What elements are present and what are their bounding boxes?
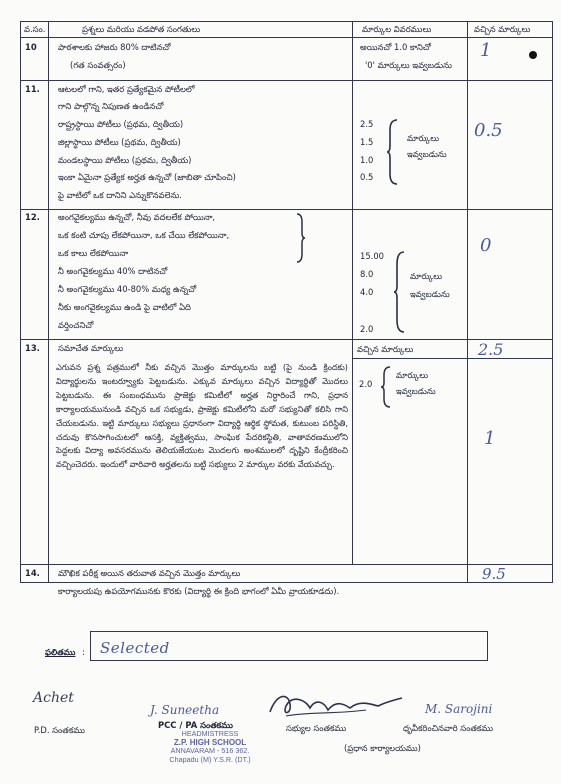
row-13-number: 13.	[25, 343, 40, 353]
ink-dot-mark	[529, 51, 537, 59]
pcc-signature-label: PCC / PA సంతకము	[158, 720, 233, 730]
office-note: కార్యాలయపు ఉపయోగమునకు కొరకు (విద్యార్థి ఈ క్రింది భాగంలో ఏమీ వ్రాయకూడదు).	[58, 586, 340, 596]
row-11-line: ఇంకా ఏమైనా ప్రత్యేక అర్హత ఉన్నచో (జాబితా చూపించి)	[58, 172, 236, 182]
row-11-mark: 1.0	[360, 155, 374, 165]
member-signature-scrawl	[266, 686, 406, 720]
row-10-number: 10	[25, 42, 37, 52]
stamp-line: Chapadu (M) Y.S.R. (DT.)	[169, 754, 251, 764]
row-12-line: నీ అంగవైకల్యము 40% దాటినచో	[58, 266, 168, 276]
header-marks-obtained: వచ్చిన మార్కులు	[474, 24, 531, 34]
row-11-line: పై వాటిలో ఒక దానిని ఎన్నుకొనవలెను.	[58, 190, 182, 200]
row-12-mark: 2.0	[360, 324, 374, 334]
row-10-line: పాఠశాలకు హాజరు 80% దాటినచో	[58, 42, 171, 52]
row-13-title-obtained: 2.5	[478, 340, 504, 359]
stamp-line: Z.P. HIGH SCHOOL	[173, 737, 247, 747]
curly-brace-icon	[393, 250, 407, 334]
result-value: Selected	[100, 639, 170, 657]
header-sno: వ.సం.	[24, 24, 46, 34]
row-12-number: 12.	[25, 212, 40, 222]
row-14-number: 14.	[25, 568, 40, 578]
row-11-line: జిల్లాస్థాయి పోటీలు (ప్రథమ, ద్వితీయ)	[58, 137, 181, 147]
curly-brace-icon	[296, 212, 306, 264]
head-office-label: (ప్రధాన కార్యాలయము)	[344, 743, 421, 753]
row-13-title-right: వచ్చిన మార్కులు	[357, 344, 414, 354]
stamp-line: HEADMISTRESS	[181, 729, 239, 738]
pd-signature-label: P.D. సంతకము	[34, 725, 85, 735]
row-12-line: ఒక కాలు లేకపోయినా	[58, 248, 129, 258]
member-signature-label: సభ్యుల సంతకము	[286, 723, 347, 733]
row-13-mark: 2.0	[359, 379, 373, 389]
row-11-mark: 1.5	[360, 137, 374, 147]
row-12-line: అంగవైకల్యము ఉన్నచో, నీవు వదలలేక పోయినా,	[58, 212, 216, 222]
row-13-marks-label: మార్కులు	[396, 370, 429, 380]
headmistress-stamp	[162, 730, 258, 764]
verifier-signature-label: ధృవీకరించినవారి సంతకము	[403, 723, 494, 733]
row-14-obtained: 9.5	[482, 565, 506, 583]
row-11-line: గాని పాల్గొన్న నిపుణత ఉండినచో	[58, 101, 164, 111]
row-11-mark: 0.5	[360, 172, 374, 182]
row-13-marks-label: ఇవ్వబడును	[396, 386, 436, 396]
colon-separator: :	[82, 647, 85, 657]
header-question: ప్రశ్నలు మరియు వడపోత సంగతులు	[82, 24, 201, 34]
header-marks-details: మార్కుల వివరములు	[362, 24, 432, 34]
row-12-obtained: 0	[480, 235, 492, 256]
row-11-obtained: 0.5	[474, 120, 503, 141]
row-11-mark: 2.5	[360, 119, 374, 129]
row-12-mark: 15.00	[360, 251, 384, 261]
row-12-mark: 4.0	[360, 287, 374, 297]
row-11-line: ఆటలలో గాని, ఇతర ప్రత్యేకమైన పోటీలలో	[58, 84, 195, 94]
curly-brace-icon	[380, 365, 392, 409]
row-12-marks-label: మార్కులు	[410, 271, 443, 281]
row-12-line: నీకు అంగవైకల్యము ఉండి పై వాటిలో ఏది	[58, 302, 191, 312]
row-13-obtained: 1	[484, 428, 496, 449]
verifier-signature: M. Sarojini	[425, 702, 493, 716]
row-13-paragraph: ఎగువన ప్రశ్న పత్రములో నీకు వచ్చిన మొత్తం మార్కులను బట్టి (పై నుండి క్రిందకు) విద్యార్థులను ఇంటర్వ్యూకు పెట్టబడును. ఎక్కువ మార్కులు వచ్చిన విద్యార్థితో మొదలు పెట్టబడును. ఈ సంబంధమును ప్రాజెక్టు కమిటీలో అర్హత నిర్ధారించే గాని, ప్రధాన కార్యాలయమునుండి వచ్చిన ఒక సభ్యుడు, ప్రాజెక్టు కమిటీలోని మరో సభ్యునితో కలిసి గాని చేయబడును. ఇట్టి మార్కులు సభ్యులు ప్రధానంగా విద్యార్థి ఆర్థిక స్థోమత, కుటుంబ పరిస్థితి, చదువు కొనసాగించుటలో ఆసక్తి, వ్యక్తిత్వము, సాంఘిక పేదరికస్థితి, వాతావరణములోని పెద్దలకు విద్యా అవసరమును తెలియజేయుట మొదలగు అంశములలో దృష్టిని కేంద్రీకరించి వచ్చించెదరు. ఇందులో వారివారి అర్హతలను బట్టి సభ్యులు 2 మార్కుల వరకు వేయవచ్చు.	[56, 362, 348, 470]
row-13-title: సమాచేత మార్కులు	[58, 343, 124, 353]
row-10-obtained: 1	[480, 40, 492, 61]
row-12-line: వర్తించనిచో	[58, 320, 94, 330]
result-label: ఫలితము	[45, 647, 76, 657]
row-14-line: మౌఖిక పరీక్ష అయిన తరువాత వచ్చిన మొత్తం మార్కులు	[58, 568, 241, 578]
row-10-detail: అయినచో 1.0 కానిచో	[360, 42, 431, 52]
row-12-line: ఒక కంటి చూపు లేకపోయినా, ఒక చేయి లేకపోయినా,	[58, 230, 230, 240]
row-12-mark: 8.0	[360, 269, 374, 279]
pcc-signature: J. Suneetha	[150, 703, 220, 717]
row-10-line: (గత సంవత్సరం)	[70, 60, 126, 70]
pd-signature: Achet	[33, 690, 74, 706]
stamp-line: ANNAVARAM - 516 362.	[170, 746, 250, 756]
row-11-marks-label: మార్కులు	[407, 133, 440, 143]
row-11-number: 11.	[25, 84, 40, 94]
row-11-marks-label: ఇవ్వబడును	[407, 149, 447, 159]
row-12-line: నీ అంగవైకల్యము 40-80% మధ్య ఉన్నచో	[58, 284, 197, 294]
curly-brace-icon	[386, 118, 400, 186]
row-11-line: మండలస్థాయి పోటీలు (ప్రథమ, ద్వితీయ)	[58, 155, 192, 165]
row-10-detail: '0' మార్కులు ఇవ్వబడును	[365, 60, 452, 70]
row-12-marks-label: ఇవ్వబడును	[410, 289, 450, 299]
row-11-line: రాష్ట్రస్థాయి పోటీలు (ప్రథమ, ద్వితీయ)	[58, 119, 184, 129]
